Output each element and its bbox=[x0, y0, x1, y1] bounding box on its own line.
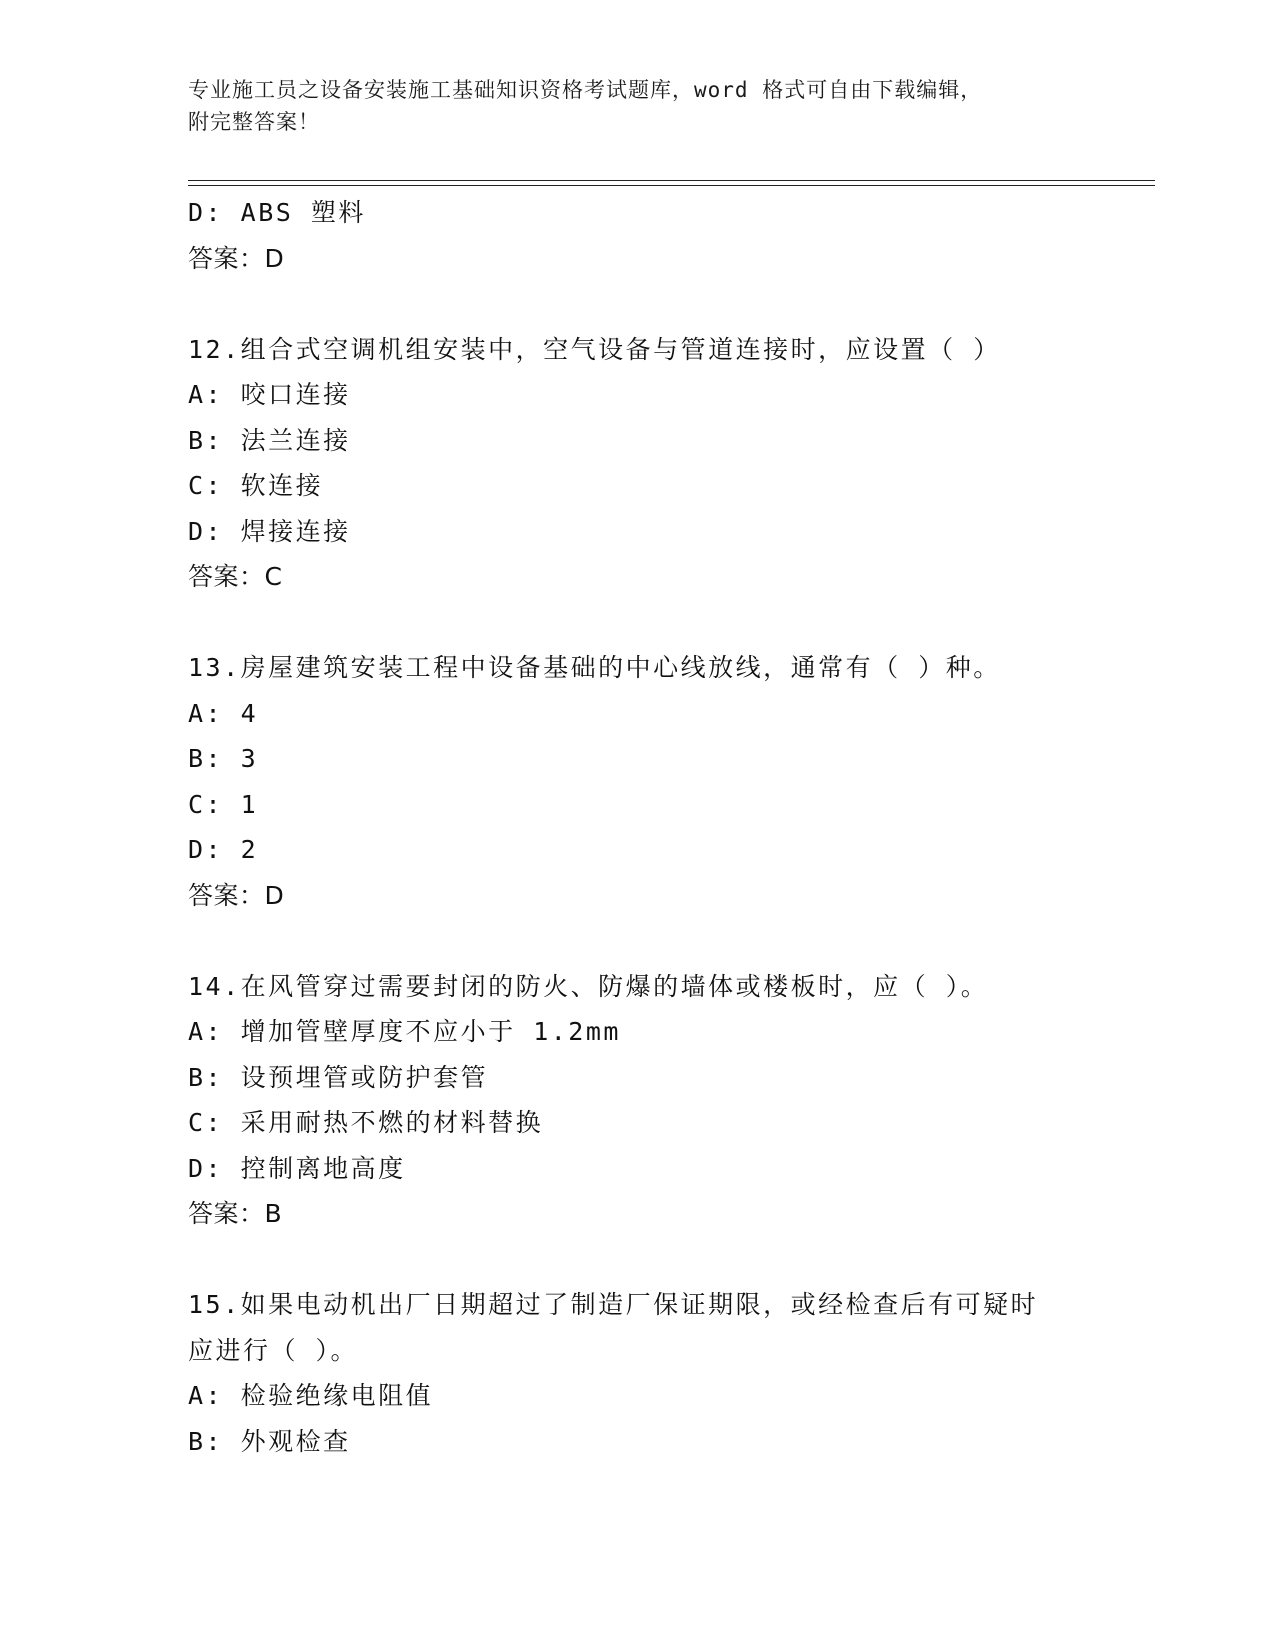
answer-line: 答案：D bbox=[188, 880, 285, 910]
block-spacer bbox=[188, 281, 1155, 327]
question-block-13 bbox=[188, 645, 1155, 918]
header-divider-top bbox=[188, 180, 1155, 181]
question-text: 14.在风管穿过需要封闭的防火、防爆的墙体或楼板时，应（ ）。 bbox=[188, 971, 989, 1001]
option-a: A: 增加管壁厚度不应小于 1.2mm bbox=[188, 1017, 621, 1046]
option-c: C: 采用耐热不燃的材料替换 bbox=[188, 1108, 544, 1137]
option-d: D: 焊接连接 bbox=[188, 516, 351, 546]
option-d: D: ABS 塑料 bbox=[188, 198, 366, 227]
question-block-11-tail bbox=[188, 190, 1155, 281]
question-text-line-1: 15.如果电动机出厂日期超过了制造厂保证期限，或经检查后有可疑时 bbox=[188, 1290, 1039, 1319]
question-list bbox=[188, 190, 1155, 1464]
block-spacer bbox=[188, 918, 1155, 964]
question-block-14 bbox=[188, 964, 1155, 1237]
option-d: D: 控制离地高度 bbox=[188, 1153, 406, 1183]
option-d: D: 2 bbox=[188, 835, 259, 864]
answer-line: 答案：B bbox=[188, 1199, 283, 1228]
option-a: A: 咬口连接 bbox=[188, 380, 351, 409]
answer-line: 答案：C bbox=[188, 562, 283, 591]
header-divider-bottom bbox=[188, 185, 1155, 186]
question-text: 12.组合式空调机组安装中，空气设备与管道连接时，应设置（ ） bbox=[188, 334, 1001, 364]
question-text: 13.房屋建筑安装工程中设备基础的中心线放线，通常有（ ）种。 bbox=[188, 653, 1001, 682]
block-spacer bbox=[188, 600, 1155, 646]
question-block-15 bbox=[188, 1282, 1155, 1464]
option-b: B: 设预埋管或防护套管 bbox=[188, 1062, 489, 1092]
header-line-2: 附完整答案！ bbox=[188, 110, 320, 134]
option-b: B: 法兰连接 bbox=[188, 425, 351, 455]
option-c: C: 1 bbox=[188, 789, 259, 819]
block-spacer bbox=[188, 1237, 1155, 1283]
option-a: A: 4 bbox=[188, 698, 259, 728]
header-line-1: 专业施工员之设备安装施工基础知识资格考试题库，word 格式可自由下载编辑， bbox=[188, 78, 983, 102]
document-header bbox=[188, 74, 1088, 138]
option-b: B: 3 bbox=[188, 744, 259, 773]
question-block-12 bbox=[188, 327, 1155, 600]
option-a: A: 检验绝缘电阻值 bbox=[188, 1381, 434, 1410]
option-c: C: 软连接 bbox=[188, 471, 324, 500]
option-b: B: 外观检查 bbox=[188, 1426, 351, 1456]
answer-line: 答案：D bbox=[188, 243, 285, 273]
question-text-line-2: 应进行（ ）。 bbox=[188, 1335, 359, 1365]
